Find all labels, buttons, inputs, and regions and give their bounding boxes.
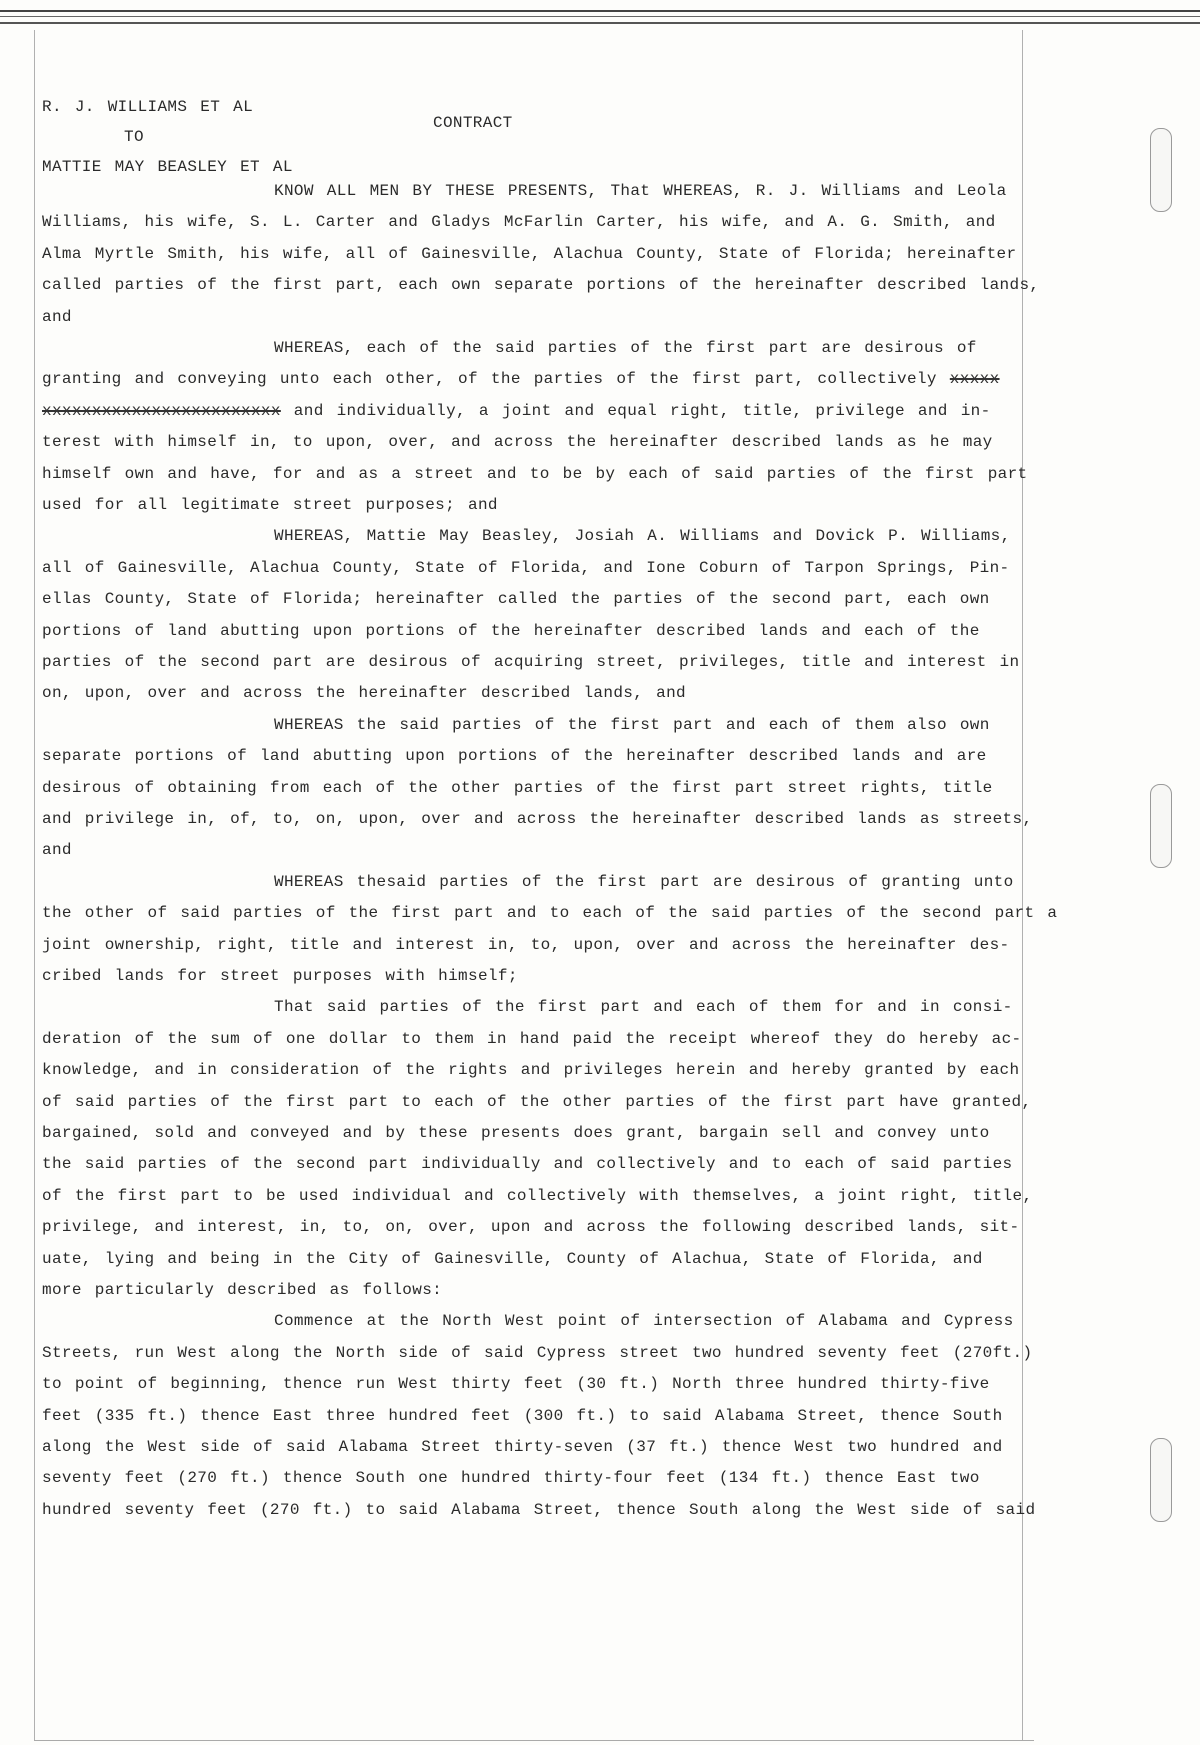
contract-line: of said parties of the first part to each of the other parties of the first part have granted, [42, 1092, 1032, 1111]
contract-line: all of Gainesville, Alachua County, State of Florida, and Ione Coburn of Tarpon Springs, Pin- [42, 558, 1010, 577]
contract-line: Commence at the North West point of intersection of Alabama and Cypress [274, 1312, 1014, 1331]
contract-line: terest with himself in, to upon, over, and across the hereinafter described lands as he may [42, 433, 993, 452]
contract-line: WHEREAS the said parties of the first part and each of them also own [274, 715, 990, 734]
contract-line: KNOW ALL MEN BY THESE PRESENTS, That WHEREAS, R. J. Williams and Leola [274, 182, 1007, 200]
contract-line: separate portions of land abutting upon portions of the hereinafter described lands and are [42, 747, 987, 766]
struck-out-text: xxxxx [949, 370, 1000, 389]
contract-line: knowledge, and in consideration of the rights and privileges herein and hereby granted by each [42, 1061, 1020, 1080]
line-text: granting and conveying unto each other, of the parties of the first part, collectively [42, 370, 950, 389]
struck-out-text: xxxxxxxxxxxxxxxxxxxxxxxx [42, 401, 281, 420]
top-border-rule [0, 22, 1200, 24]
contract-line: of the first part to be used individual and collectively with themselves, a joint right, title, [42, 1186, 1033, 1205]
contract-line: WHEREAS thesaid parties of the first part are desirous of granting unto [274, 872, 1014, 891]
contract-line: cribed lands for street purposes with himself; [42, 967, 518, 985]
line-text: and individually, a joint and equal right, title, privilege and in- [280, 401, 991, 420]
contract-line: joint ownership, right, title and interest in, to, upon, over and across the hereinafter des- [42, 935, 1010, 954]
contract-line: the other of said parties of the first part and to each of the said parties of the second part a [42, 904, 1058, 923]
contract-line: and [42, 841, 72, 860]
contract-line: feet (335 ft.) thence East three hundred feet (300 ft.) to said Alabama Street, thence South [42, 1406, 1003, 1425]
contract-line: Streets, run West along the North side of said Cypress street two hundred seventy feet (270ft.) [42, 1343, 1033, 1362]
punch-hole-icon [1150, 1438, 1172, 1522]
left-margin-line [34, 30, 35, 1740]
contract-line: privilege, and interest, in, to, on, over, upon and across the following described lands, sit- [42, 1218, 1020, 1237]
to-heading: TO [124, 128, 144, 146]
contract-line [42, 370, 1000, 388]
contract-line: WHEREAS, each of the said parties of the first part are desirous of [274, 339, 977, 357]
contract-line: parties of the second part are desirous of acquiring street, privileges, title and interest in [42, 653, 1020, 671]
grantee-heading: MATTIE MAY BEASLEY ET AL [42, 158, 293, 176]
contract-line: bargained, sold and conveyed and by these presents does grant, bargain sell and convey unto [42, 1124, 990, 1142]
punch-hole-icon [1150, 128, 1172, 212]
contract-line: Alma Myrtle Smith, his wife, all of Gainesville, Alachua County, State of Florida; hereinafter [42, 244, 1017, 263]
contract-line: seventy feet (270 ft.) thence South one hundred thirty-four feet (134 ft.) thence East two [42, 1469, 980, 1488]
contract-line: along the West side of said Alabama Street thirty-seven (37 ft.) thence West two hundred and [42, 1438, 1003, 1456]
document-title: CONTRACT [433, 114, 513, 132]
top-border-rule [0, 10, 1200, 12]
contract-line: hundred seventy feet (270 ft.) to said Alabama Street, thence South along the West side of said [42, 1500, 1036, 1519]
contract-line: uate, lying and being in the City of Gainesville, County of Alachua, State of Florida, and [42, 1249, 983, 1268]
punch-hole-icon [1150, 784, 1172, 868]
grantor-heading: R. J. WILLIAMS ET AL [42, 98, 254, 116]
contract-line: and privilege in, of, to, on, upon, over and across the hereinafter described lands as streets, [42, 810, 1033, 828]
contract-line: portions of land abutting upon portions of the hereinafter described lands and each of the [42, 621, 980, 640]
contract-line: WHEREAS, Mattie May Beasley, Josiah A. Williams and Dovick P. Williams, [274, 527, 1011, 546]
top-border-rule [0, 16, 1200, 17]
bottom-margin-line [34, 1740, 1034, 1741]
contract-line: ellas County, State of Florida; hereinafter called the parties of the second part, each own [42, 590, 990, 609]
contract-line: used for all legitimate street purposes; and [42, 496, 498, 514]
contract-line: desirous of obtaining from each of the other parties of the first part street rights, title [42, 778, 993, 797]
contract-line: and [42, 307, 72, 326]
contract-line: Williams, his wife, S. L. Carter and Gladys McFarlin Carter, his wife, and A. G. Smith, and [42, 213, 996, 232]
contract-line: the said parties of the second part individually and collectively and to each of said parties [42, 1155, 1013, 1174]
contract-line: deration of the sum of one dollar to them in hand paid the receipt whereof they do hereby ac- [42, 1029, 1022, 1048]
contract-line: on, upon, over and across the hereinafter described lands, and [42, 684, 686, 703]
contract-line: That said parties of the first part and each of them for and in consi- [274, 998, 1013, 1017]
contract-line [42, 402, 991, 420]
contract-line: to point of beginning, thence run West thirty feet (30 ft.) North three hundred thirty-five [42, 1375, 990, 1394]
contract-line: himself own and have, for and as a street and to be by each of said parties of the first part [42, 464, 1028, 483]
contract-line: more particularly described as follows: [42, 1281, 443, 1299]
contract-line: called parties of the first part, each own separate portions of the hereinafter described lands, [42, 276, 1040, 295]
